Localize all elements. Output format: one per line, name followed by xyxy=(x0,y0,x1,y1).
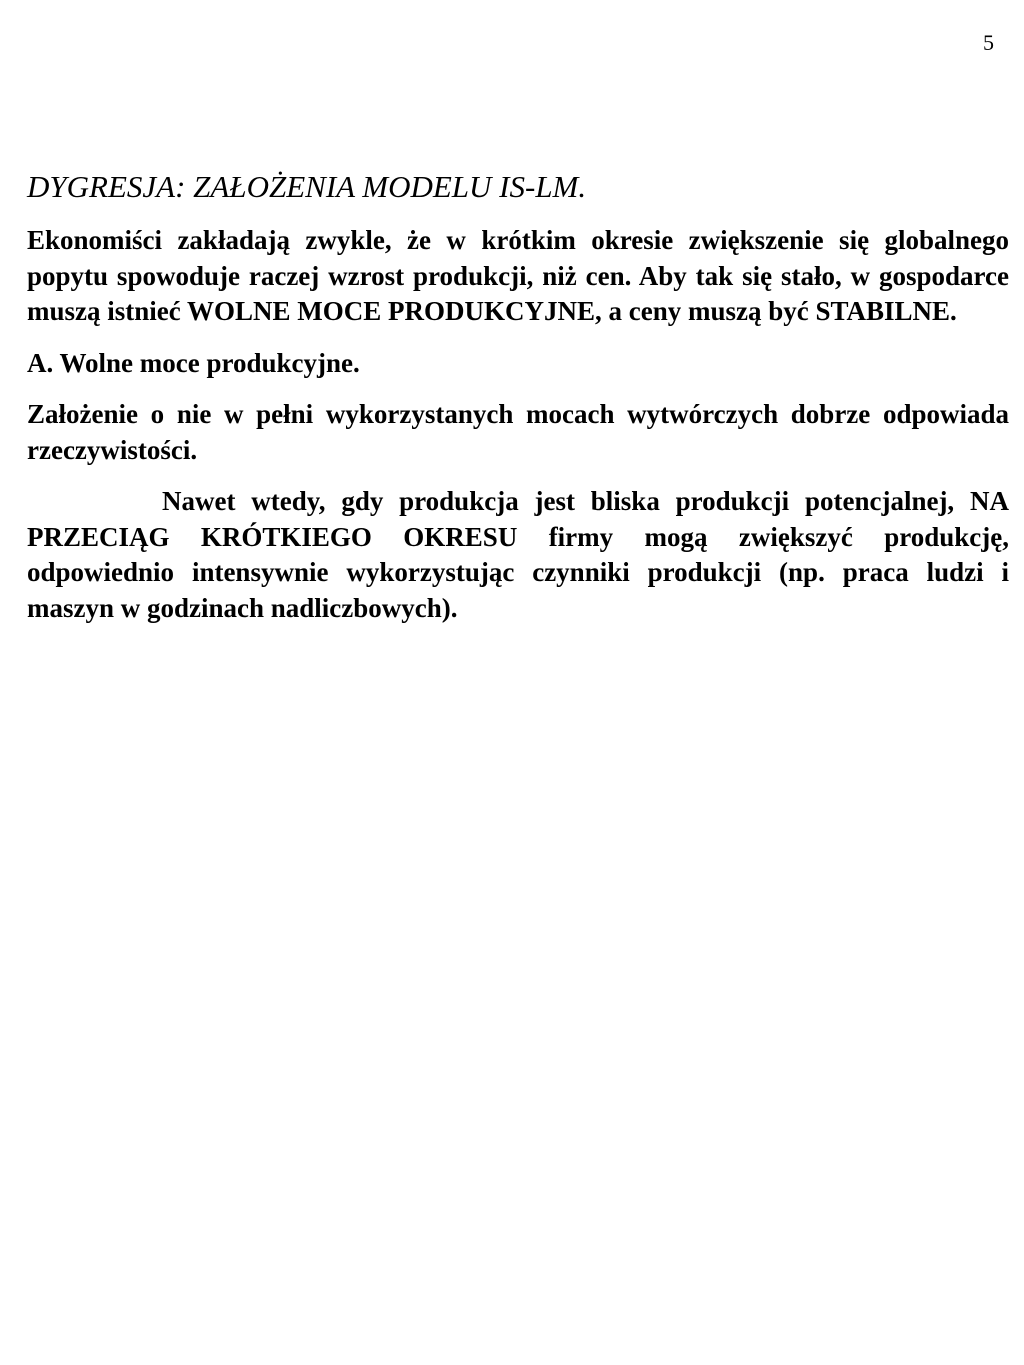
paragraph-assumption: Założenie o nie w pełni wykorzystanych mocach wytwórczych dobrze odpowiada rzeczywistości. xyxy=(27,399,1009,465)
document-body xyxy=(27,168,1009,642)
section-heading: DYGRESJA: ZAŁOŻENIA MODELU IS-LM. xyxy=(27,169,587,204)
subheading-free-capacity: A. Wolne moce produkcyjne. xyxy=(27,347,360,378)
paragraph-intro: Ekonomiści zakładają zwykle, że w krótkim okresie zwiększenie się globalnego popytu spowoduje raczej wzrost produkcji, niż cen. Aby tak się stało, w gospodarce muszą istnieć WOLNE MOCE PRODUKCYJNE, a ceny muszą być STABILNE. xyxy=(27,225,1009,326)
paragraph-short-run: Nawet wtedy, gdy produkcja jest bliska produkcji potencjalnej, NA PRZECIĄG KRÓTKIEGO OKRESU firmy mogą zwiększyć produkcję, odpowiednio intensywnie wykorzystując czynniki produkcji (np. praca ludzi i maszyn w godzinach nadliczbowych). xyxy=(27,486,1009,623)
page-number: 5 xyxy=(983,30,994,55)
